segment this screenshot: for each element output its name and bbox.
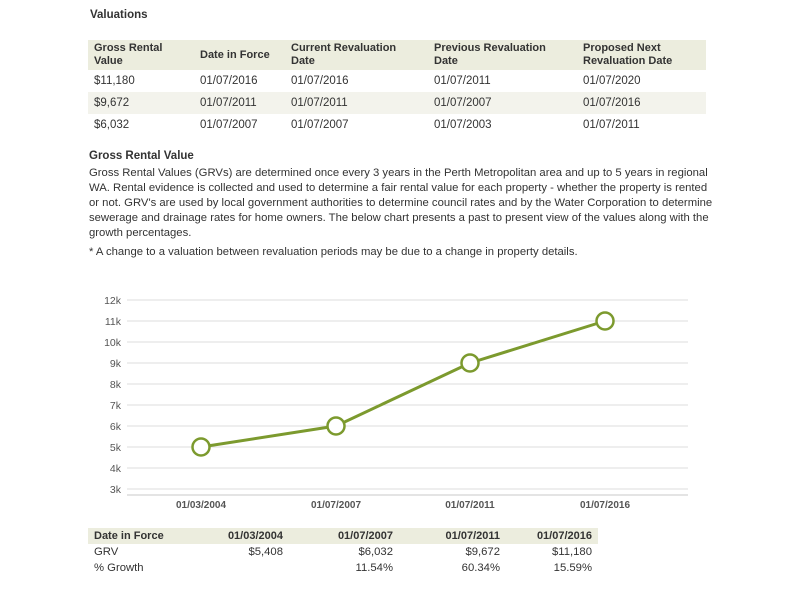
y-tick-label: 9k bbox=[109, 358, 121, 370]
summary-row-date-in-force bbox=[88, 528, 598, 544]
table-cell: 01/07/2007 bbox=[200, 119, 258, 131]
summary-cell bbox=[193, 560, 289, 576]
data-point bbox=[328, 418, 345, 435]
col-header-proposed-next-revaluation-date: Proposed Next Revaluation Date bbox=[577, 40, 706, 70]
y-tick-label: 12k bbox=[104, 295, 121, 307]
revaluation-footnote: * A change to a valuation between revaluation periods may be due to a change in property details. bbox=[89, 246, 578, 258]
summary-row-label: % Growth bbox=[94, 562, 144, 574]
summary-cell: $5,408 bbox=[248, 546, 283, 558]
grv-series bbox=[193, 313, 614, 456]
summary-cell: $11,180 bbox=[552, 546, 592, 558]
col-header-date-in-force: Date in Force bbox=[194, 40, 285, 70]
summary-cell: 60.34% bbox=[461, 562, 500, 574]
x-tick-label: 01/03/2004 bbox=[175, 500, 227, 511]
table-cell: 01/07/2007 bbox=[291, 119, 349, 131]
y-tick-label: 6k bbox=[109, 421, 121, 433]
y-tick-label: 11k bbox=[104, 316, 121, 328]
col-header-current-revaluation-date: Current Revaluation Date bbox=[285, 40, 428, 70]
table-cell: 01/07/2011 bbox=[434, 75, 491, 87]
table-cell: 01/07/2016 bbox=[577, 92, 706, 114]
summary-cell: 15.59% bbox=[553, 562, 592, 574]
summary-row-grv bbox=[88, 544, 598, 560]
summary-cell: $6,032 bbox=[358, 546, 393, 558]
table-cell: 01/07/2011 bbox=[285, 92, 428, 114]
table-row bbox=[88, 70, 706, 92]
summary-cell: 01/07/2011 bbox=[399, 528, 506, 544]
data-point bbox=[597, 313, 614, 330]
gross-rental-value-heading: Gross Rental Value bbox=[89, 150, 194, 162]
valuations-heading: Valuations bbox=[90, 9, 148, 21]
table-cell: 01/07/2016 bbox=[200, 75, 258, 87]
y-tick-label: 5k bbox=[109, 442, 121, 454]
table-cell: $6,032 bbox=[94, 119, 130, 131]
summary-cell: 01/07/2007 bbox=[289, 528, 399, 544]
table-cell: 01/07/2011 bbox=[194, 92, 285, 114]
table-cell: 01/07/2020 bbox=[583, 75, 641, 87]
data-point bbox=[193, 439, 210, 456]
y-tick-label: 8k bbox=[109, 379, 121, 391]
summary-row-growth bbox=[88, 560, 598, 576]
table-cell: $9,672 bbox=[88, 92, 194, 114]
summary-cell: 11.54% bbox=[355, 562, 393, 574]
y-axis-ticks bbox=[104, 295, 122, 496]
grv-series-line bbox=[201, 321, 605, 447]
summary-cell: 01/07/2016 bbox=[506, 528, 598, 544]
summary-cell: $9,672 bbox=[465, 546, 500, 558]
x-tick-label: 01/07/2016 bbox=[579, 500, 631, 511]
data-point bbox=[462, 355, 479, 372]
x-tick-label: 01/07/2011 bbox=[445, 500, 495, 511]
y-tick-label: 4k bbox=[109, 463, 121, 475]
summary-row-label: GRV bbox=[94, 546, 119, 558]
table-row bbox=[88, 114, 706, 136]
col-header-previous-revaluation-date: Previous Revaluation Date bbox=[428, 40, 577, 70]
x-tick-label: 01/07/2007 bbox=[310, 500, 362, 511]
y-tick-label: 3k bbox=[109, 484, 121, 496]
x-axis-ticks bbox=[176, 500, 630, 511]
y-tick-label: 10k bbox=[104, 337, 121, 349]
col-header-gross-rental-value: Gross Rental Value bbox=[88, 40, 194, 70]
summary-row-label: Date in Force bbox=[88, 528, 193, 544]
table-row bbox=[88, 92, 706, 114]
valuations-header-row bbox=[88, 40, 706, 70]
table-cell: 01/07/2016 bbox=[291, 75, 349, 87]
valuations-table bbox=[88, 40, 706, 136]
y-tick-label: 7k bbox=[109, 400, 121, 412]
table-cell: 01/07/2003 bbox=[434, 119, 492, 131]
grv-summary-table bbox=[88, 528, 598, 576]
table-cell: 01/07/2011 bbox=[583, 119, 640, 131]
chart-gridlines bbox=[127, 300, 688, 495]
table-cell: $11,180 bbox=[94, 75, 135, 87]
summary-cell: 01/03/2004 bbox=[193, 528, 289, 544]
grv-description-paragraph: Gross Rental Values (GRVs) are determined once every 3 years in the Perth Metropolitan area and up to 5 years in regional WA. Rental evidence is collected and used to determine a fair rental value for each property - whether the property is rented or not. GRV's are used by local government authorities to determine council rates and by the Water Corporation to determine sewerage and drainage rates for home owners. The below chart presents a past to present view of the values along with the growth percentages. bbox=[89, 167, 713, 239]
table-cell: 01/07/2007 bbox=[428, 92, 577, 114]
